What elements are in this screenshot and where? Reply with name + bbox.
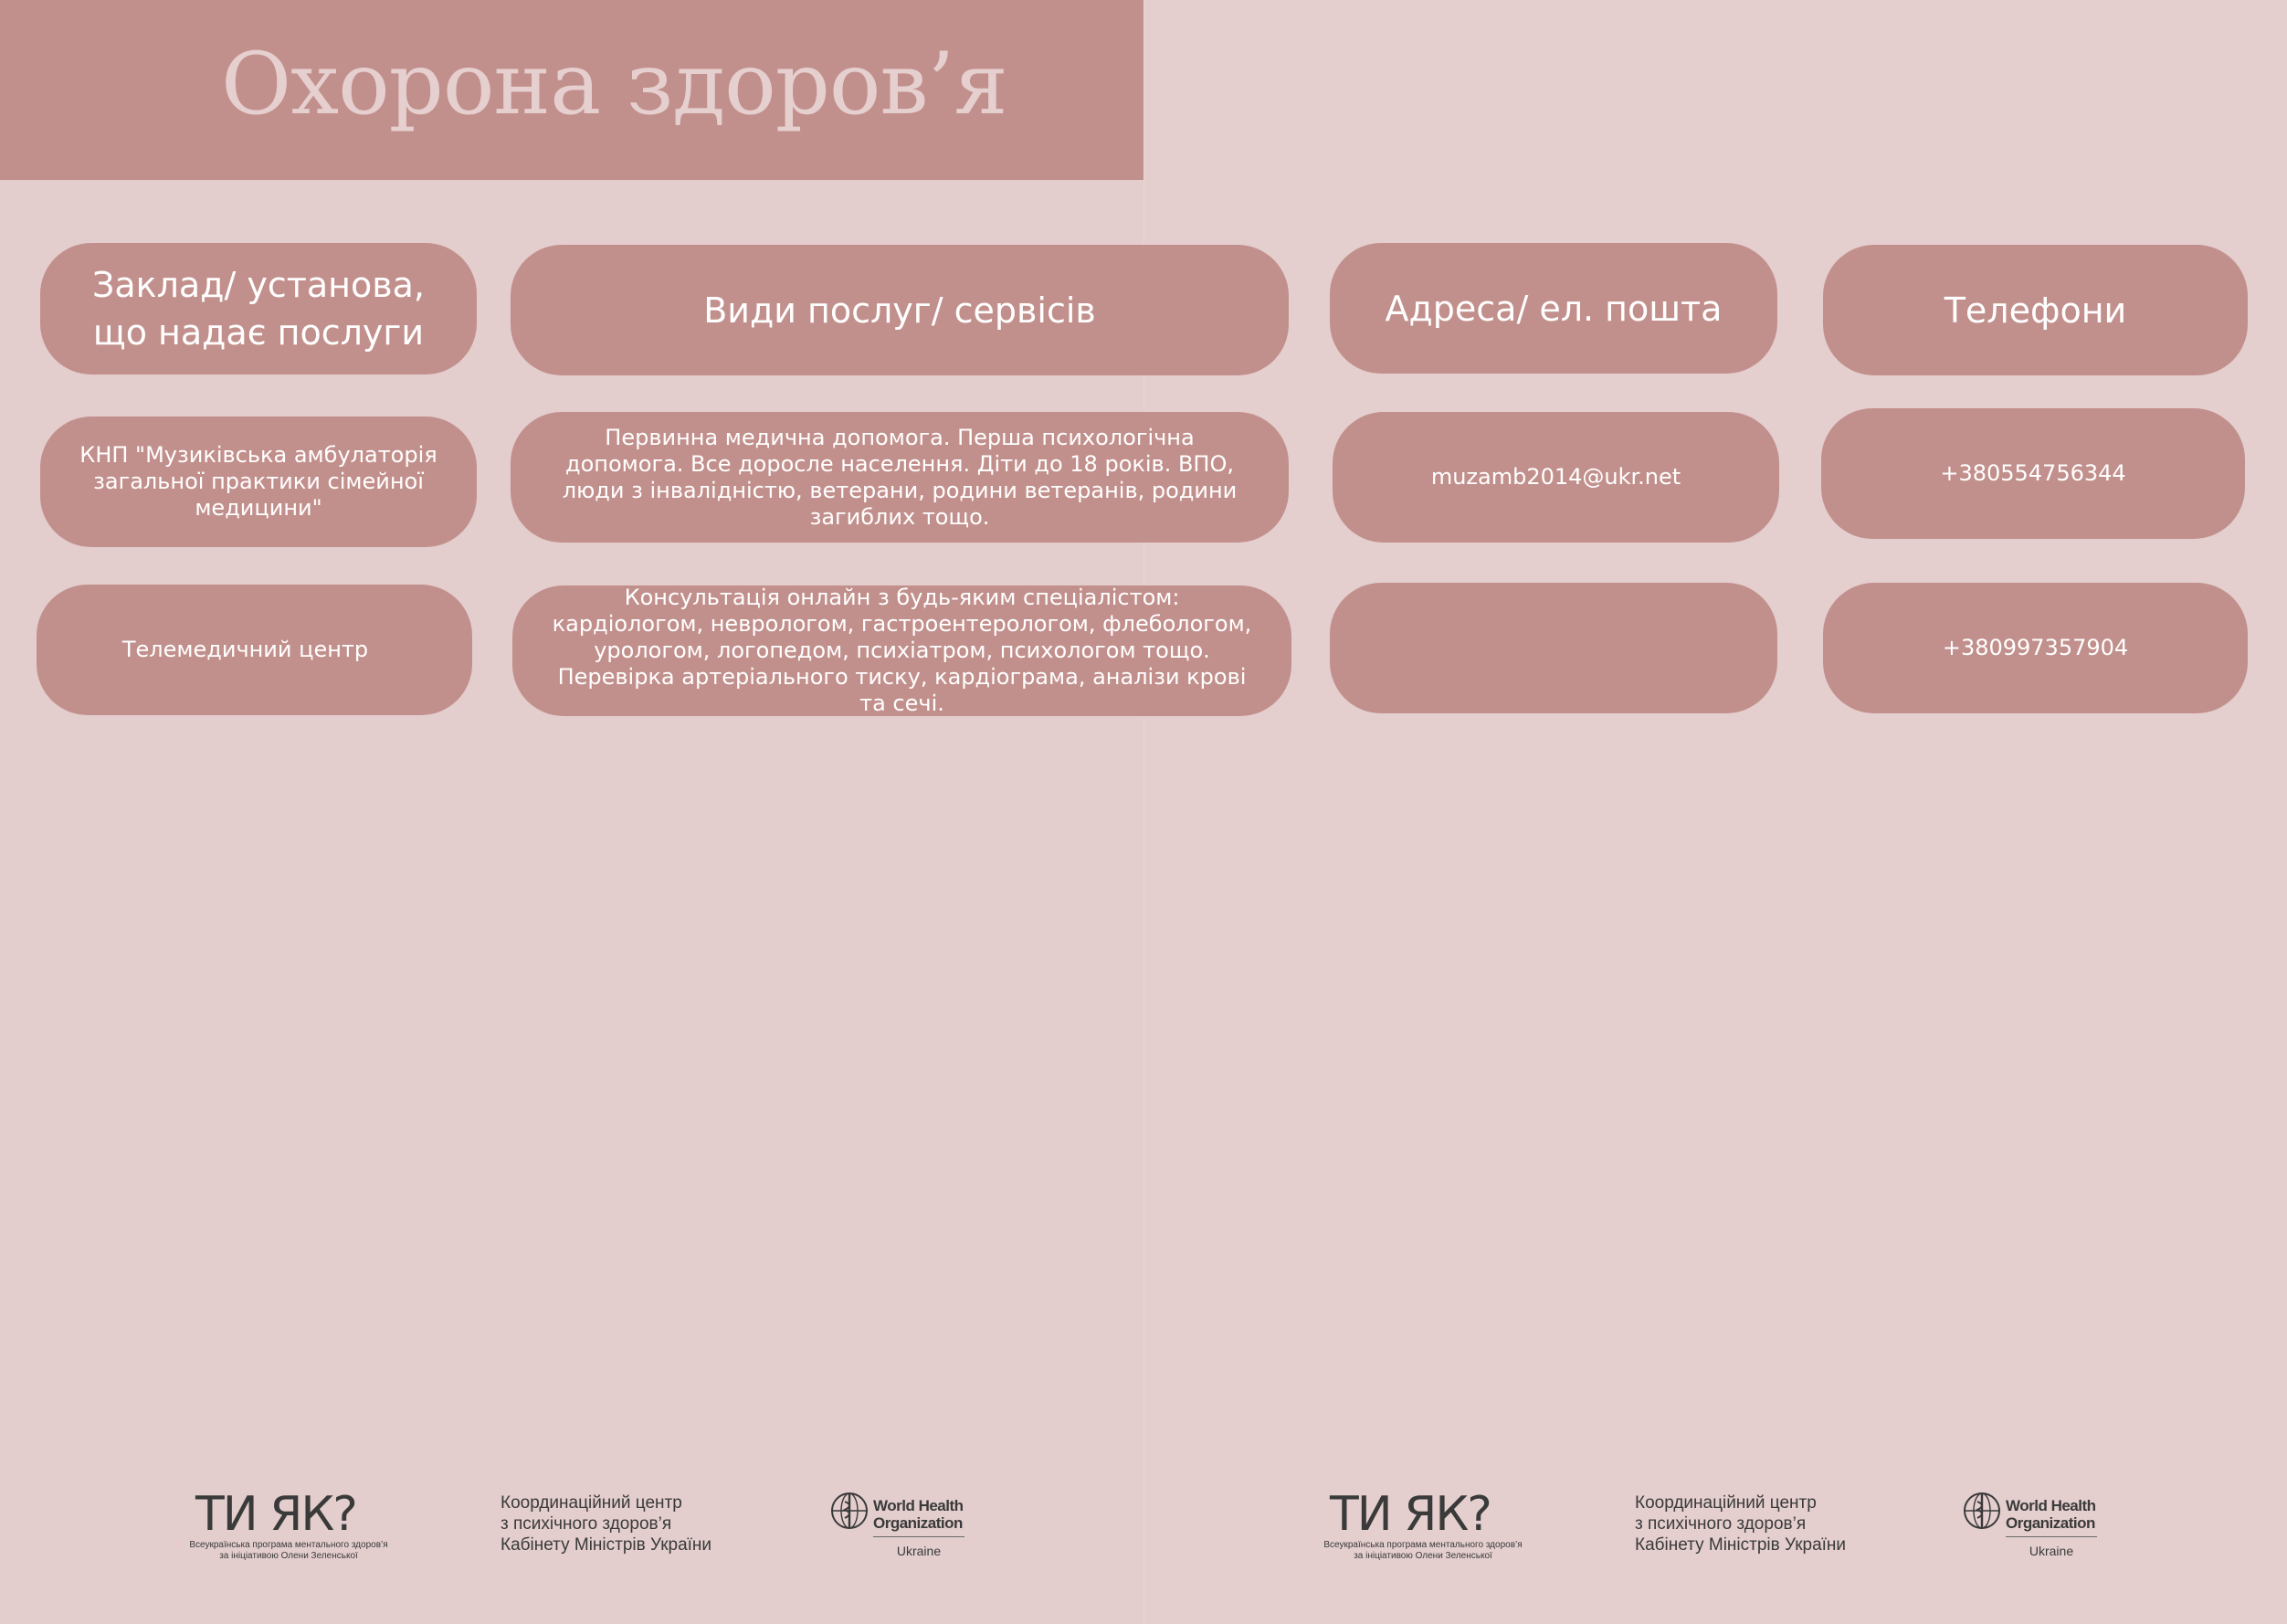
tyak-logo-mark: ТИ ЯК? — [195, 1487, 356, 1542]
row1-email: muzamb2014@ukr.net — [1333, 412, 1779, 543]
row1-services: Первинна медична допомога. Перша психологічна допомога. Все доросле населення. Діти до 18 років. ВПО, люди з інвалідністю, ветерани, родини ветеранів, родини загиблих тощо. — [511, 412, 1289, 543]
who-country: Ukraine — [896, 1544, 942, 1558]
tyak-logo — [170, 1487, 407, 1560]
who-divider-right — [2006, 1536, 2097, 1537]
header-services: Види послуг/ сервісів — [511, 245, 1289, 375]
header-facility: Заклад/ установа, що надає послуги — [40, 243, 477, 374]
who-name: World Health Organization — [873, 1497, 964, 1532]
title-banner — [0, 0, 1144, 180]
coordination-center-text: Координаційний центр з психічного здоров’я Кабінету Міністрів України — [501, 1493, 712, 1555]
who-logo — [829, 1491, 985, 1564]
tyak-subtitle: Всеукраїнська програма ментального здоров’я за ініціативою Олени Зеленської — [189, 1540, 388, 1561]
tyak-subtitle-right: Всеукраїнська програма ментального здоров’я за ініціативою Олени Зеленської — [1323, 1540, 1523, 1561]
page-title: Охорона здоров’я — [221, 35, 1007, 134]
row1-facility: КНП "Музиківська амбулаторія загальної практики сімейної медицини" — [40, 417, 477, 547]
who-logo-right — [1962, 1491, 2117, 1564]
who-emblem-icon — [829, 1491, 869, 1531]
tyak-logo-right — [1304, 1487, 1542, 1560]
who-divider — [873, 1536, 964, 1537]
header-phones: Телефони — [1823, 245, 2248, 375]
row2-services: Консультація онлайн з будь-яким спеціалістом: кардіологом, неврологом, гастроентерологом, флебологом, урологом, логопедом, психіатром, психологом тощо. Перевірка артеріального тиску, кардіограма, аналізи крові та сечі. — [512, 585, 1291, 716]
who-name-right: World Health Organization — [2006, 1497, 2096, 1532]
tyak-logo-mark-right: ТИ ЯК? — [1330, 1487, 1491, 1542]
coordination-center-text-right: Координаційний центр з психічного здоров’я Кабінету Міністрів України — [1635, 1493, 1847, 1555]
who-country-right: Ukraine — [2029, 1544, 2074, 1558]
who-emblem-icon — [1962, 1491, 2002, 1531]
row1-phone: +380554756344 — [1821, 408, 2245, 539]
row2-address — [1330, 583, 1777, 713]
header-address: Адреса/ ел. пошта — [1330, 243, 1777, 374]
row2-facility: Телемедичний центр — [37, 585, 472, 715]
row2-phone: +380997357904 — [1823, 583, 2248, 713]
